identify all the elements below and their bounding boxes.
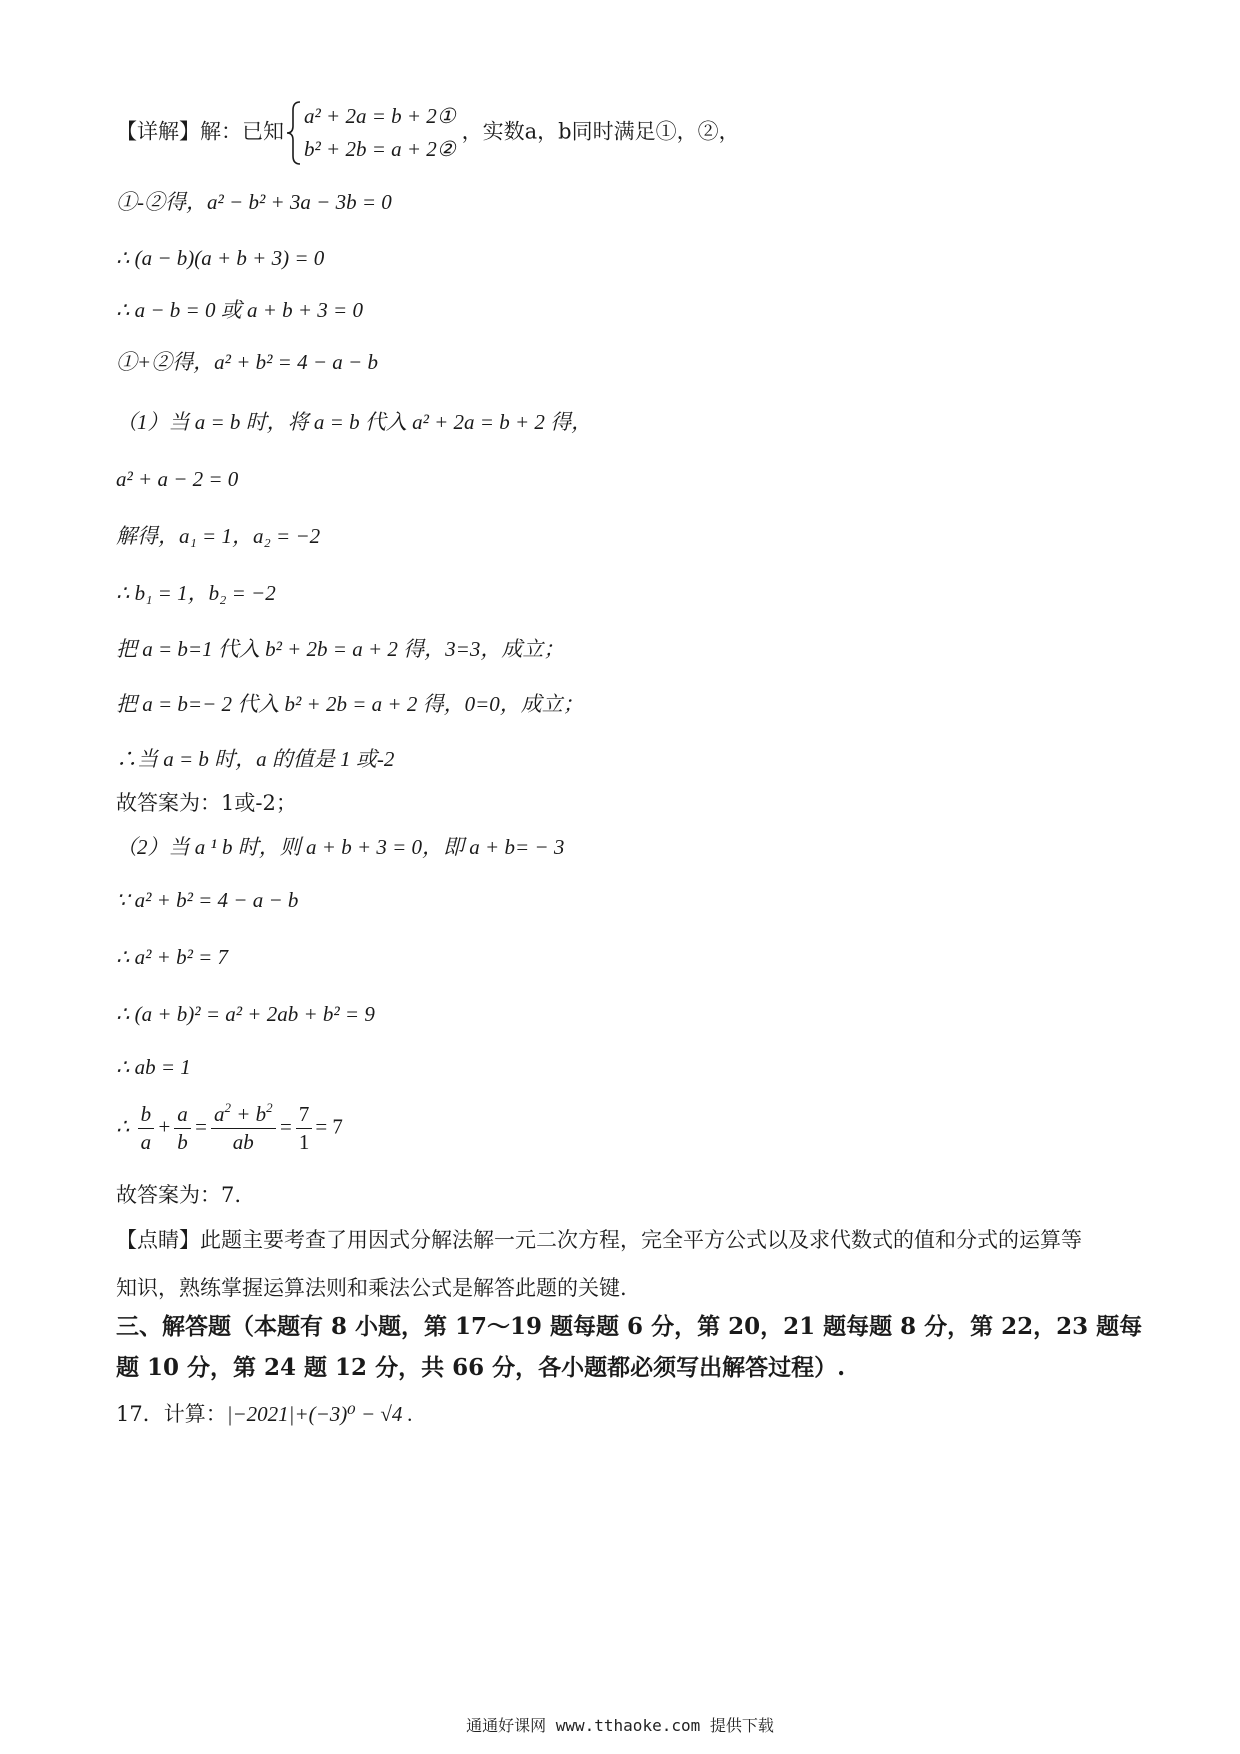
question-17-expression: |−2021|+(−3)⁰ − √4 . — [226, 1402, 413, 1426]
comment-tag: 【点睛】 — [116, 1228, 200, 1252]
step-1: ①-②得，a² − b² + 3a − 3b = 0 — [116, 190, 392, 214]
step-17: ∴ ab = 1 — [116, 1055, 191, 1079]
page-footer: 通通好课网 www.tthaoke.com 提供下载 — [466, 1716, 774, 1735]
step-16: ∴ (a + b)² = a² + 2ab + b² = 9 — [116, 1002, 375, 1026]
section-heading-line-2: 题 10 分，第 24 题 12 分，共 66 分，各小题都必须写出解答过程）. — [116, 1354, 846, 1381]
comment-text-1: 此题主要考查了用因式分解法解一元二次方程，完全平方公式以及求代数式的值和分式的运算等 — [200, 1228, 1082, 1252]
detail-intro: 解：已知 — [200, 119, 284, 144]
detail-tag: 【详解】 — [116, 119, 200, 144]
equation-1: a² + 2a = b + 2① — [304, 104, 456, 128]
step-14: ∵ a² + b² = 4 − a − b — [116, 888, 299, 912]
question-17-label: 17．计算： — [116, 1402, 227, 1426]
step-15: ∴ a² + b² = 7 — [116, 945, 229, 969]
detail-header-line — [116, 100, 740, 166]
step-12: 故答案为：1或-2； — [116, 791, 297, 815]
step-2: ∴ (a − b)(a + b + 3) = 0 — [116, 246, 325, 270]
fraction-seven-over-one: $\frac{7}{1}$ — [296, 1101, 313, 1156]
comment-line-2: 知识，熟练掌握运算法则和乘法公式是解答此题的关键. — [116, 1276, 627, 1300]
step-9: 把 a = b=1 代入 b² + 2b = a + 2 得，3=3，成立； — [116, 637, 565, 661]
step-4: ①+②得，a² + b² = 4 − a − b — [116, 350, 378, 374]
fraction-sum-squares-over-ab: $\frac{a^2 + b^2}{ab}$ — [211, 1101, 276, 1156]
fraction-b-over-a: $\frac{b}{a}$ — [138, 1101, 155, 1156]
therefore-symbol: ∴ — [116, 1114, 130, 1139]
step-19: 故答案为：7. — [116, 1183, 242, 1207]
left-brace — [284, 100, 304, 166]
step-7: 解得，a₁ = 1，a₂ = −2 — [116, 524, 321, 548]
step-5: （1）当 a = b 时，将 a = b 代入 a² + 2a = b + 2 得， — [116, 410, 593, 434]
question-17 — [116, 1402, 413, 1427]
step-10: 把 a = b=− 2 代入 b² + 2b = a + 2 得，0=0，成立； — [116, 692, 584, 716]
step-18-fractions: ∴ $\frac{b}{a}$ + $\frac{a}{b}$ = $\frac{a^2 + b^2}{ab}$ = $\frac{7}{1}$ = 7 — [116, 1100, 343, 1154]
equation-2: b² + 2b = a + 2② — [304, 137, 456, 161]
comment-line-1 — [116, 1228, 1082, 1253]
fraction-a-over-b: $\frac{a}{b}$ — [174, 1101, 191, 1156]
equation-system — [304, 100, 456, 166]
section-heading-line-1: 三、解答题（本题有 8 小题，第 17～19 题每题 6 分，第 20，21 题每题 8 分，第 22，23 题每 — [116, 1313, 1143, 1340]
step-13: （2）当 a ¹ b 时，则 a + b + 3 = 0，即 a + b= − 3 — [116, 835, 565, 859]
detail-tail: ，实数a，b同时满足①，②， — [461, 119, 740, 144]
step-8: ∴ b₁ = 1，b₂ = −2 — [116, 581, 276, 605]
step-6: a² + a − 2 = 0 — [116, 467, 239, 491]
step-3: ∴ a − b = 0 或 a + b + 3 = 0 — [116, 298, 363, 322]
step-11: ∴当 a = b 时，a 的值是 1 或-2 — [116, 747, 395, 771]
